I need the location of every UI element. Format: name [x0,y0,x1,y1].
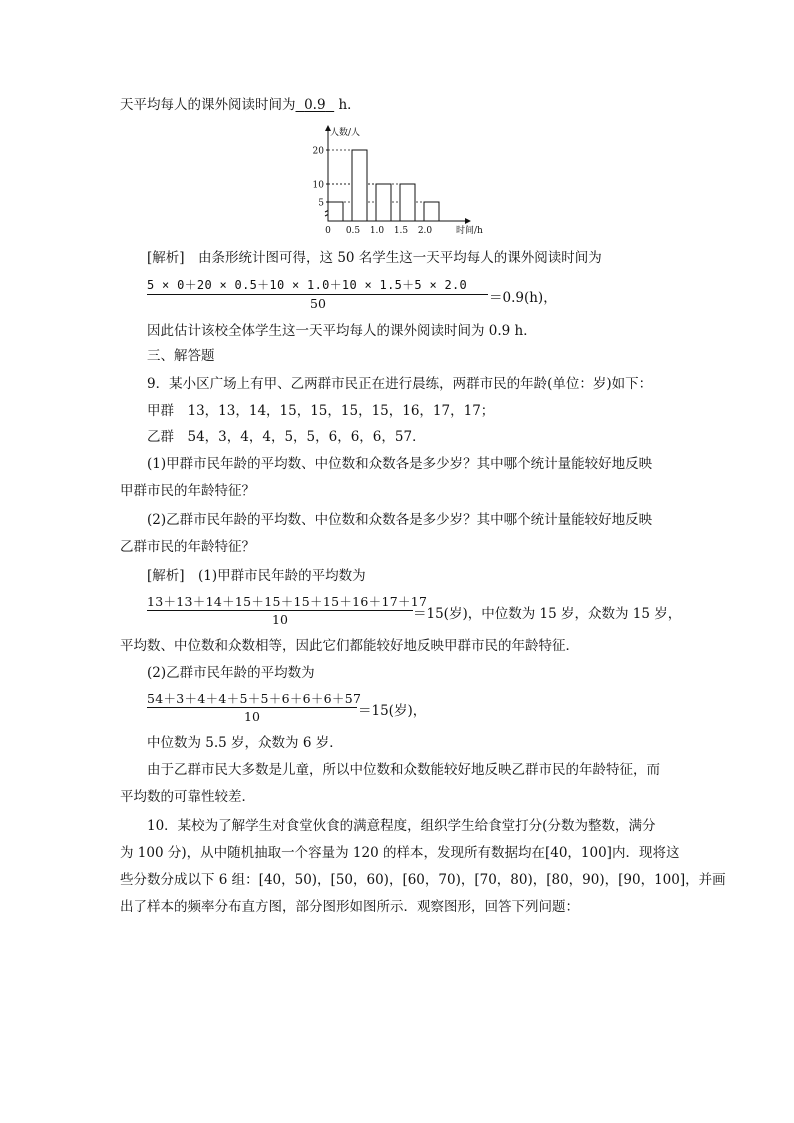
conclusion-1: 因此估计该校全体学生这一天平均每人的课外阅读时间为 0.9 h． [147,323,537,339]
bar [352,150,367,221]
answer-9-part-2-reason-2: 平均数的可靠性较差． [120,789,255,805]
x-tick-label: 0.5 [345,226,361,236]
y-tick-label: 10 [312,180,324,191]
answer-9-part-2-median: 中位数为 5.5 岁，众数为 6 岁． [147,735,343,751]
reading-time-bar-chart [300,124,483,239]
question-9-part-2-line-2: 乙群市民的年龄特征？ [120,539,255,555]
bar [400,184,415,221]
fraction-1-bar [147,294,488,295]
fraction-2-result: ＝15(岁)，中位数为 15 岁，众数为 15 岁， [413,606,682,622]
question-9-part-1-line-1: (1)甲群市民年龄的平均数、中位数和众数各是多少岁？其中哪个统计量能较好地反映 [147,456,653,472]
fraction-2 [147,592,707,632]
group-a-ages: 甲群 13，13，14，15，15，15，15，16，17，17； [147,403,495,419]
fraction-1-result: ＝0.9(h)， [489,290,557,306]
fraction-3-numerator: 54＋3＋4＋4＋5＋5＋6＋6＋6＋57 [147,691,362,706]
bar [424,202,439,221]
question-9: 9．某小区广场上有甲、乙两群市民正在进行晨练，两群市民的年龄(单位：岁)如下： [147,376,653,392]
answer-blank [296,97,335,113]
x-axis-label: 时间/h [456,226,483,236]
bar [376,184,391,221]
fraction-3-bar [147,707,357,708]
question-10-line-1: 10．某校为了解学生对食堂伙食的满意程度，组织学生给食堂打分(分数为整数，满分 [147,818,656,834]
chart-bars [328,150,439,221]
section-heading: 三、解答题 [147,348,215,364]
answer-prefix: 天平均每人的课外阅读时间为 [120,97,296,113]
answer-9-part-1: [解析] (1)甲群市民年龄的平均数为 [147,568,366,584]
question-10-line-3: 些分数分成以下 6 组：[40，50)，[50，60)，[60，70)，[70，80)，[80，90)，[90，100]，并画 [120,872,726,888]
answer-9-part-1-conclusion: 平均数、中位数和众数相等，因此它们都能较好地反映甲群市民的年龄特征． [120,638,579,654]
answer-value: 0.9 [304,97,326,113]
y-axis-label: 人数/人 [330,128,361,138]
x-tick-label: 2.0 [417,226,433,236]
question-9-part-2-line-1: (2)乙群市民年龄的平均数、中位数和众数各是多少岁？其中哪个统计量能较好地反映 [147,512,653,528]
answer-9-part-2: (2)乙群市民年龄的平均数为 [147,665,315,681]
y-tick-label: 5 [318,198,324,209]
fraction-2-numerator: 13＋13＋14＋15＋15＋15＋15＋16＋17＋17 [147,594,428,609]
fraction-1 [147,276,707,316]
y-tick-label: 20 [312,146,324,157]
answer-line [120,96,361,114]
question-10-line-2: 为 100 分)，从中随机抽取一个容量为 120 的样本，发现所有数据均在[40，100]内．现将这 [120,845,680,861]
x-tick-label: 0 [325,226,331,236]
answer-unit: h． [338,97,361,113]
fraction-1-numerator: 5 × 0＋20 × 0.5＋10 × 1.0＋10 × 1.5＋5 × 2.0 [147,278,468,292]
chart-axes [325,128,468,221]
fraction-3-result: ＝15(岁)， [358,703,427,719]
x-tick-label: 1.0 [369,226,385,236]
fraction-1-denominator: 50 [310,296,326,311]
fraction-3 [147,689,707,729]
question-9-part-1-line-2: 甲群市民的年龄特征？ [120,483,255,499]
answer-9-part-2-reason-1: 由于乙群市民大多数是儿童，所以中位数和众数能较好地反映乙群市民的年龄特征，而 [147,762,660,778]
x-tick-label: 1.5 [393,226,409,236]
fraction-2-bar [147,610,413,611]
bar [328,202,343,221]
question-10-line-4: 出了样本的频率分布直方图，部分图形如图所示．观察图形，回答下列问题： [120,899,579,915]
fraction-2-denominator: 10 [272,612,288,627]
fraction-3-denominator: 10 [244,709,260,724]
group-b-ages: 乙群 54，3，4，4，5，5，6，6，6，57． [147,429,426,445]
analysis-1: [解析] 由条形统计图可得，这 50 名学生这一天平均每人的课外阅读时间为 [147,250,602,266]
